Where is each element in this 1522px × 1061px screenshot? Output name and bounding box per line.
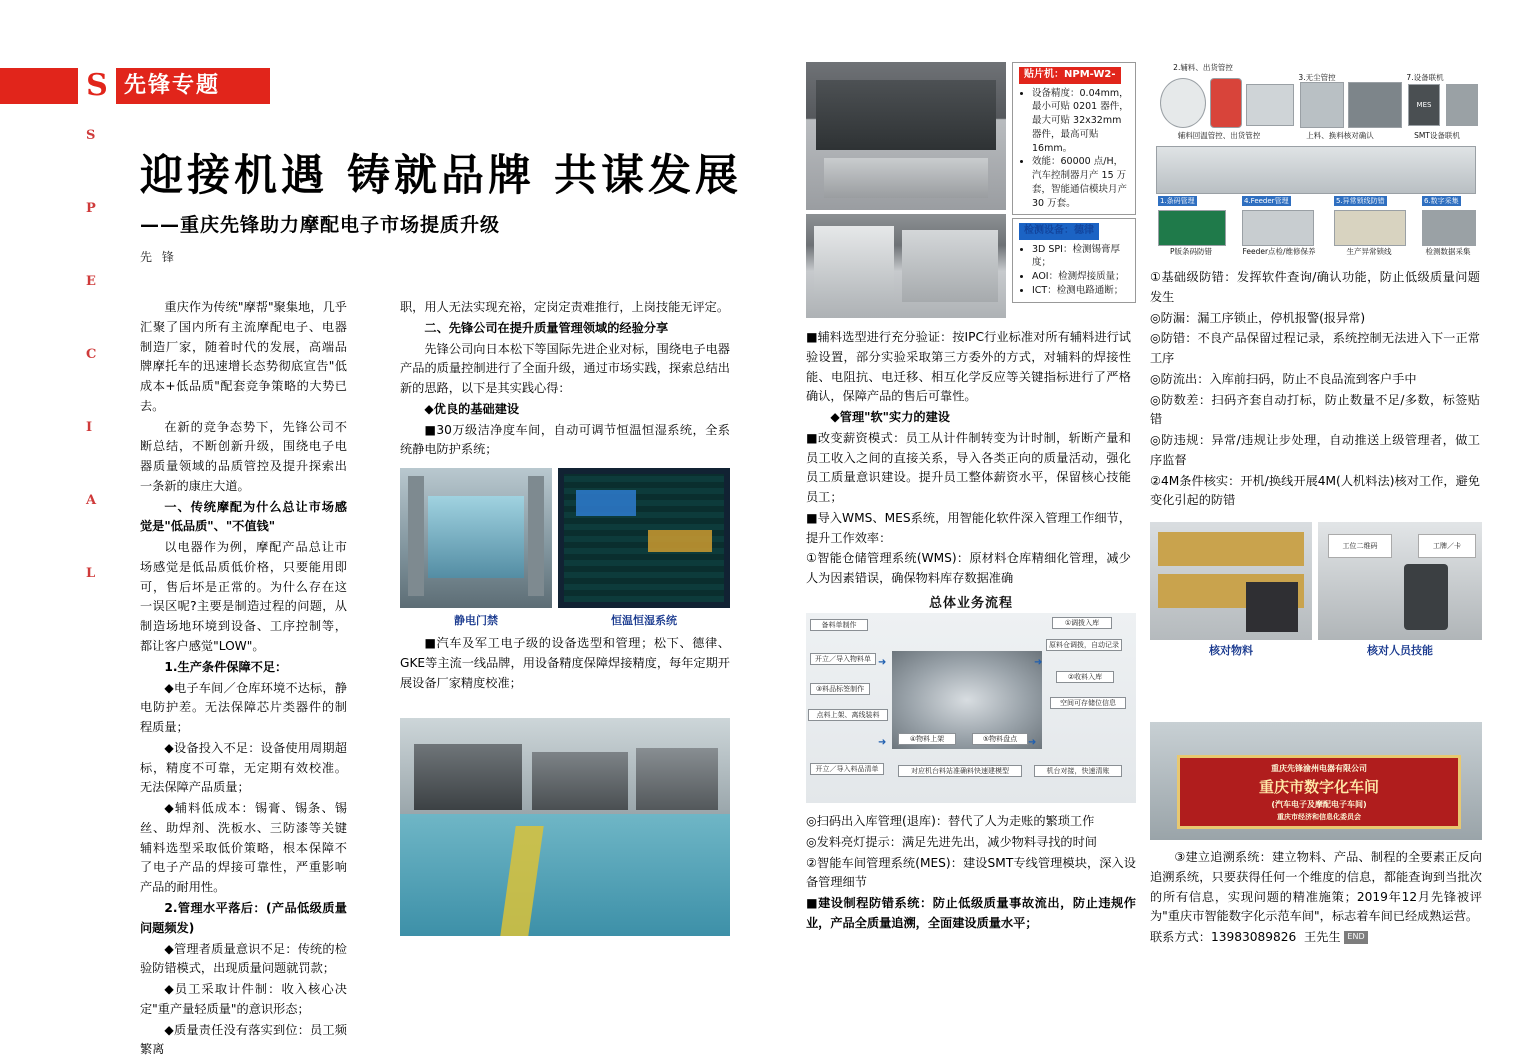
paragraph: ①基础级防错：发挥软件查询/确认功能，防止低级质量问题发生: [1150, 270, 1480, 304]
paragraph: ②智能车间管理系统(MES)：建设SMT专线管理模块，深入设备管理细节: [806, 855, 1136, 890]
flow-node: 备料单制作: [810, 619, 868, 631]
contact-line: [1150, 928, 1482, 948]
eq-icon-feeder: [1242, 210, 1314, 246]
article-column-4-closing: [1150, 848, 1482, 949]
article-column-4: [1150, 268, 1480, 512]
flow-node: ⑤物料盘点: [972, 733, 1028, 745]
paragraph: ■辅料选型进行充分验证：按IPC行业标准对所有辅料进行试验设置，部分实验采取第三方委外的方式，对辅料的焊接性能、电阻抗、电迁移、相互化学反应等关键指标进行了严格确认，保障产品的售后可靠性。: [806, 330, 1131, 404]
eq-icon-feeder-cart: [1348, 82, 1402, 128]
ribbon-label: 先锋专题: [124, 73, 221, 98]
paragraph: ◆辅料低成本：锡膏、锡条、锡丝、助焊剂、洗板水、三防漆等关键辅料选型采取低价策略，根本保障不了电子产品的焊接可靠性，严重影响产品的耐用性。: [140, 801, 347, 895]
end-badge: END: [1344, 931, 1367, 944]
contact-phone: 13983089826: [1210, 930, 1297, 945]
paragraph: ◆设备投入不足：设备使用周期超标，精度不可靠，无定期有效校准。无法保障产品质量；: [140, 740, 347, 795]
eq-icon-pcb: [1158, 210, 1226, 246]
flow-node: 开立／导入物料单: [810, 653, 876, 665]
eq-caption: 上料、换料核对确认: [1306, 131, 1374, 140]
eq-icon-cart: [1446, 84, 1478, 126]
eq-smt-line-illustration: [1156, 146, 1476, 194]
paragraph: ◎防违规：异常/违规让步处理，自动推送上级管理者，做工序监督: [1150, 433, 1480, 467]
photo-workshop-plaque: [1150, 722, 1482, 840]
paragraph: ■建设制程防错系统：防止低级质量事故流出，防止违规作业，产品全质量追溯，全面建设质量水平；: [806, 896, 1136, 930]
article-column-1: [140, 298, 347, 1061]
spec-item: • 效能：60000 点/H，汽车控制器月产 15 万套，智能通信模块月产 30 万套。: [1032, 155, 1129, 210]
section-heading: 一、传统摩配为什么总让市场感觉是"低品质"、"不值钱": [140, 499, 347, 534]
photo-caption-gate: 静电门禁: [454, 614, 498, 627]
eq-caption: 检测数据采集: [1425, 247, 1471, 256]
plaque-line-3: (汽车电子及摩配电子车间): [1271, 799, 1367, 809]
paragraph: ◎防错：不良产品保留过程记录，系统控制无法进入下一正常工序: [1150, 331, 1480, 366]
spec-box-test: [1012, 218, 1136, 303]
paragraph: ②4M条件核实：开机/换线开展4M(人机料法)核对工作，避免变化引起的防错: [1150, 473, 1480, 508]
eq-tag: 5.异常锁线防错: [1336, 197, 1385, 205]
flow-body: [806, 613, 1136, 803]
paragraph: ①智能仓储管理系统(WMS)：原材料仓库精细化管理，减少人为因素错误，确保物料库存数据准确: [806, 551, 1131, 586]
paragraph: ■改变薪资模式：员工从计件制转变为计时制，斩断产量和员工收入之间的直接关系，导入各类正向的质量活动，强化员工质量意识建设。提升员工整体薪资水平，保留核心技能员工；: [806, 430, 1131, 505]
photo-static-gate: [400, 468, 552, 608]
page-subtitle: ——重庆先锋助力摩配电子市场提质升级: [140, 214, 501, 236]
byline: 先 锋: [140, 250, 177, 264]
flow-arrow-icon: ➜: [878, 657, 887, 668]
subsection-heading: 1.生产条件保障不足：: [164, 659, 288, 674]
paragraph: ■导入WMS、MES系统，用智能化软件深入管理工作细节，提升工作效率：: [806, 510, 1131, 545]
eq-icon-tray: [1246, 84, 1294, 126]
eq-top-label: 2.辅料、出货管控: [1173, 63, 1233, 72]
flow-title: 总体业务流程: [928, 596, 1013, 611]
article-column-2: [400, 298, 730, 461]
flow-node: 对应机台料站准确料快速建模型: [898, 765, 1022, 777]
paragraph: ◎防流出：入库前扫码，防止不良品流到客户手中: [1150, 371, 1417, 386]
article-column-3: [806, 328, 1131, 590]
article-column-2-lower: [400, 634, 730, 694]
photo-caption-hvac: 恒温恒湿系统: [611, 614, 677, 627]
flow-arrow-icon: ➜: [1034, 657, 1043, 668]
flow-node: ②收料入库: [1056, 671, 1114, 683]
photo-caption-material: 核对物料: [1209, 644, 1253, 657]
photo-material-shelf: [1150, 522, 1312, 640]
photo-pda-scanner: 工位二维码 工牌／卡: [1318, 522, 1482, 640]
subsection-heading: ◆优良的基础建设: [424, 401, 520, 416]
contact-label: 联系方式：: [1150, 930, 1211, 945]
plaque-board: [1177, 755, 1462, 829]
flow-node: ③料品标签制作: [810, 683, 870, 695]
eq-icon-andon: [1334, 210, 1406, 246]
vertical-letter: C: [86, 347, 97, 362]
plaque-line-1: 重庆先锋渝州电器有限公司: [1270, 763, 1367, 773]
vertical-letter: E: [86, 274, 96, 289]
flow-node: 点料上架、离线装料: [808, 709, 888, 721]
paragraph: ◆员工采取计件制：收入核心决定"重产量轻质量"的意识形态；: [140, 982, 347, 1016]
flow-node: 开立／导入料品清单: [810, 763, 884, 775]
flow-node: 空间可存储位信息: [1050, 697, 1126, 709]
photo-smt-line: [806, 214, 1006, 318]
eq-icon-data-collect: [1422, 210, 1476, 246]
eq-caption: 辅料回温管控、出货管控: [1177, 131, 1261, 140]
paragraph: ■30万级洁净度车间，自动可调节恒温恒湿系统，全系统静电防护系统；: [400, 422, 730, 457]
spec-item: • 设备精度：0.04mm，最小可贴 0201 器件，最大可贴 32x32mm 器件，最高可贴 16mm。: [1032, 87, 1129, 156]
flow-arrow-icon: ➜: [878, 737, 887, 748]
spec-item: • ICT：检测电路通断；: [1032, 284, 1129, 298]
paragraph: 在新的竞争态势下，先锋公司不断总结，不断创新升级，围绕电子电器质量领域的品质管控及提升探索出一条新的康庄大道。: [140, 419, 347, 493]
eq-icon-mes-server: MES: [1408, 84, 1440, 126]
paragraph: 先锋公司向日本松下等国际先进企业对标，围绕电子电器产品的质量控制进行了全面升级，通过市场实践，探索总结出新的思路，以下是其实践心得：: [400, 341, 730, 396]
photo-caption-skill: 核对人员技能: [1367, 644, 1433, 657]
paragraph: ◆管理者质量意识不足：传统的检验防错模式，出现质量问题就罚款；: [140, 941, 347, 976]
eq-tag: 4.Feeder管理: [1244, 197, 1289, 205]
plaque-line-4: 重庆市经济和信息化委员会: [1276, 812, 1361, 821]
eq-tag: 1.条码管理: [1160, 197, 1195, 205]
photo-npm-machine: [806, 62, 1006, 210]
spec-item: • 3D SPI：检测锡膏厚度；: [1032, 243, 1129, 271]
vertical-letter: L: [86, 566, 96, 581]
photo-hvac-screen: [558, 468, 730, 608]
flow-node: ④物料上架: [898, 733, 956, 745]
eq-caption: SMT设备联机: [1414, 131, 1460, 140]
eq-icon-bottle: [1210, 78, 1242, 128]
contact-person: 王先生: [1303, 930, 1341, 945]
eq-caption: Feeder点检/维修保养: [1242, 247, 1316, 256]
paragraph: ③建立追溯系统：建立物料、产品、制程的全要素正反向追溯系统，只要获得任何一个维度的信息，都能查询到当批次的所有信息，实现问题的精准施策；2019年12月先锋被评为"重庆市智能数字化示范车间"，标志着车间已经成熟运营。: [1150, 850, 1482, 924]
paragraph: 以电器作为例，摩配产品总让市场感觉是低品质低价格，只要能用即可，售后坏是正常的。为什么存在这一误区呢?主要是制造过程的问题，从制造场地环境到设备、工序控制等，都让客户感觉"LOW"。: [140, 540, 347, 654]
spec-box-npm-title: 贴片机：NPM-W2-: [1019, 67, 1121, 84]
paragraph: 职，用人无法实现充裕，定岗定责难推行，上岗技能无评定。: [400, 300, 730, 314]
paragraph: ◆质量责任没有落实到位：员工频繁离: [140, 1022, 347, 1057]
paragraph: 重庆作为传统"摩帮"聚集地，几乎汇聚了国内所有主流摩配电子、电器制造厂家，随着时代的发展，高端品牌摩托车的迅速增长态势彻底宣告"低成本+低品质"配套竞争策略的大势已去。: [140, 300, 347, 413]
vertical-special-letters: [86, 128, 104, 639]
equipment-diagram: [1150, 62, 1482, 258]
spec-box-npm: [1012, 62, 1136, 215]
section-heading: 二、先锋公司在提升质量管理领域的经验分享: [424, 320, 669, 335]
flow-bottom-notes: [806, 812, 1136, 935]
flow-node: 机台对接，快速清账: [1034, 765, 1122, 777]
eq-icon-rack: [1300, 82, 1344, 128]
subsection-heading: ◆管理"软"实力的建设: [830, 410, 950, 425]
vertical-letter: A: [86, 493, 97, 508]
flow-node: ①调拨入库: [1052, 617, 1112, 629]
paragraph: ◎防漏：漏工序锁止，停机报警(报异常): [1150, 310, 1366, 325]
ribbon-letter: S: [78, 68, 116, 104]
eq-top-label: 7.设备联机: [1406, 73, 1444, 82]
vertical-letter: P: [86, 201, 96, 216]
subsection-heading: 2.管理水平落后：(产品低级质量问题频发): [140, 900, 347, 935]
eq-top-label: 3.无尘管控: [1298, 73, 1336, 82]
paragraph: ◎扫码出入库管理(退库)：替代了人为走账的繁琐工作: [806, 814, 1095, 828]
spec-item: • AOI：检测焊接质量；: [1032, 270, 1129, 284]
page-title: 迎接机遇 铸就品牌 共谋发展: [140, 151, 742, 201]
eq-caption: 生产异常锁线: [1346, 247, 1392, 256]
eq-icon-timer: [1160, 78, 1206, 128]
paragraph: ◆电子车间／仓库环境不达标，静电防护差。无法保障芯片类器件的制程质量；: [140, 680, 347, 735]
flow-node: 原料仓调拨，自动记录: [1046, 639, 1122, 651]
paragraph: ◎防数差：扫码齐套自动打标，防止数量不足/多数，标签贴错: [1150, 392, 1480, 427]
flow-arrow-icon: ➜: [1028, 737, 1037, 748]
spec-box-test-title: 检测设备：德律: [1019, 223, 1099, 240]
paragraph: ◎发料亮灯提示：满足先进先出，减少物料寻找的时间: [806, 834, 1097, 849]
eq-tag: 6.数字采集: [1424, 197, 1459, 205]
plaque-line-2: 重庆市数字化车间: [1258, 777, 1379, 796]
paragraph: ■汽车及军工电子级的设备选型和管理；松下、德律、GKE等主流一线品牌，用设备精度保障焊接精度，每年定期开展设备厂家精度校准；: [400, 636, 730, 690]
vertical-letter: I: [86, 420, 93, 435]
photo-cleanroom-line: [400, 718, 730, 936]
eq-caption: P版条码防错: [1169, 247, 1213, 256]
vertical-letter: S: [86, 128, 96, 143]
business-flow-diagram: [806, 592, 1136, 807]
